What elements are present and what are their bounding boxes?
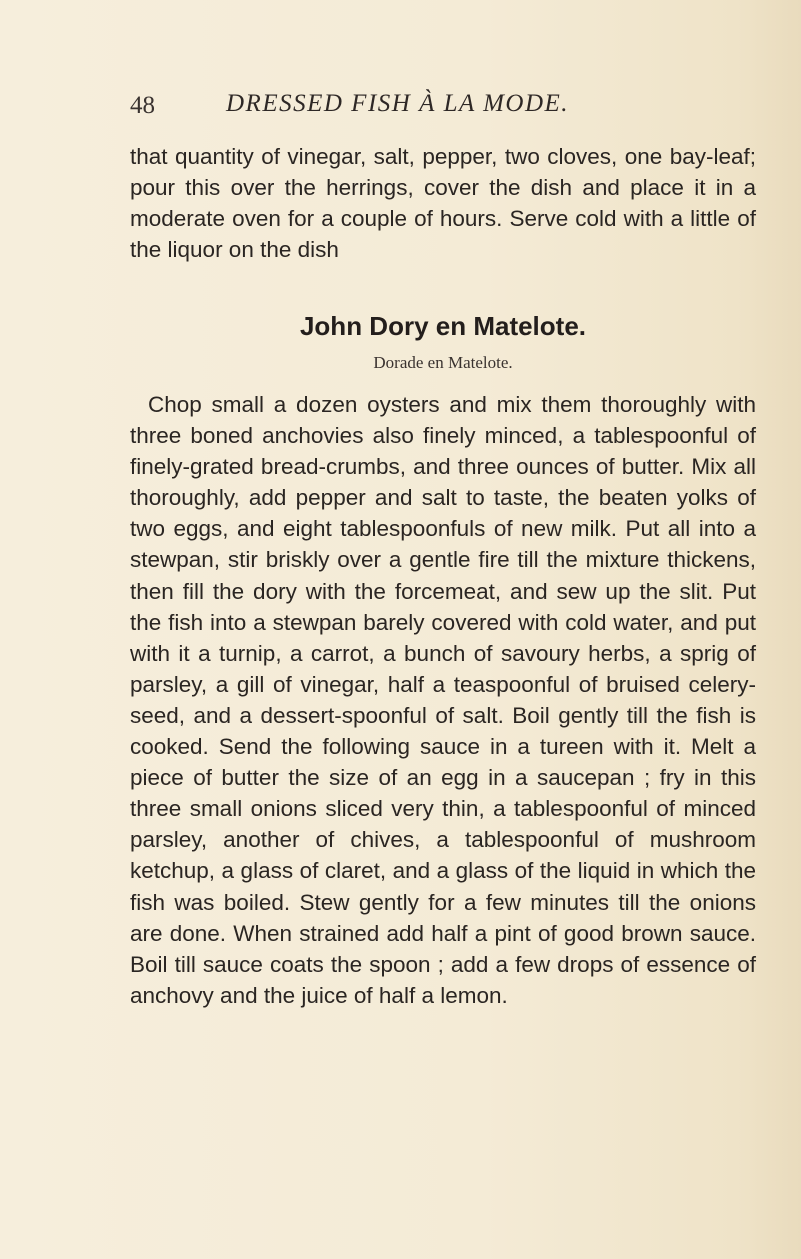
recipe-body: Chop small a dozen oysters and mix them thoroughly with three boned anchovies also finely minced, a tablespoonful of finely-grated bread-crumbs, and three ounces of butter. Mix all thoroughly, add pepper and salt to taste, the beaten yolks of two eggs, and eight tablespoonfuls of new milk. Put all into a stewpan, stir briskly over a gentle fire till the mixture thickens, then fill the dory with the forcemeat, and sew up the slit. Put the fish into a stewpan barely covered with cold water, and put with it a turnip, a carrot, a bunch of savoury herbs, a sprig of parsley, a gill of vinegar, half a teaspoonful of bruised celery-seed, and a dessert-spoonful of salt. Boil gently till the fish is cooked. Send the following sauce in a tureen with it. Melt a piece of butter the size of an egg in a saucepan ; fry in this three small onions sliced very thin, a tablespoonful of minced parsley, another of chives, a tablespoonful of mushroom ketchup, a glass of claret, and a glass of the liquid in which the fish was boiled. Stew gently for a few minutes till the onions are done. When strained add half a pint of good brown sauce. Boil till sauce coats the spoon ; add a few drops of essence of anchovy and the juice of half a lemon. [130,392,756,1008]
recipe-title: John Dory en Matelote. [299,311,587,341]
running-title: DRESSED FISH À LA MODE. [226,90,570,117]
page-number: 48 [130,92,155,119]
intro-paragraph: that quantity of vinegar, salt, pepper, two cloves, one bay-leaf; pour this over the herrings, cover the dish and place it in a moderate oven for a couple of hours. Serve cold with a little of the liquor on the dish [130,144,756,263]
recipe-subtitle: Dorade en Matelote. [373,353,513,372]
page-header [130,92,670,128]
